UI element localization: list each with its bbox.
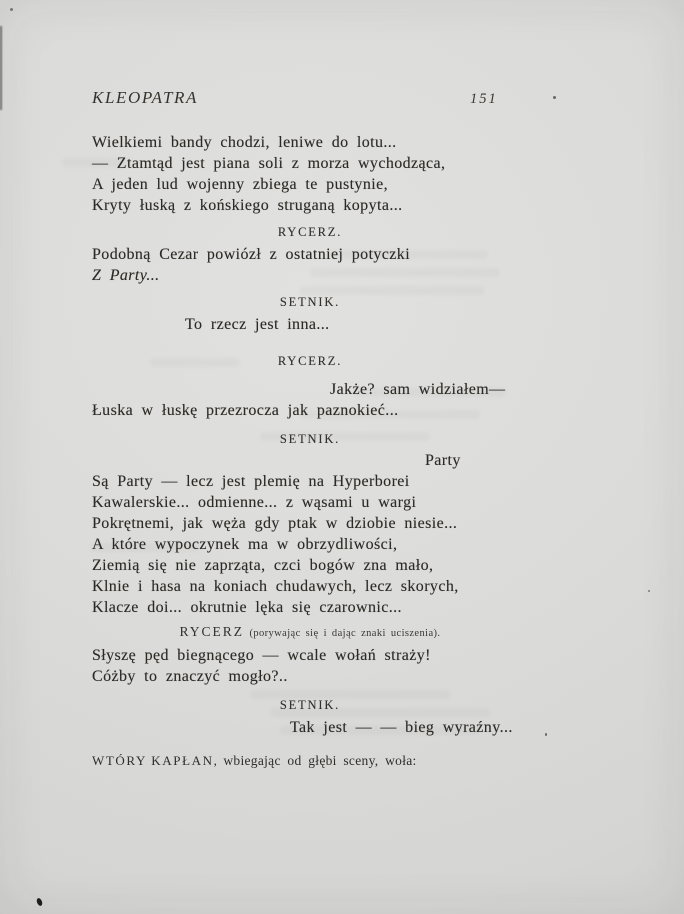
verse-line: Kawalerskie... odmienne... z wąsami u wargi bbox=[92, 494, 417, 511]
verse-line: A jeden lud wojenny zbiega te pustynie, bbox=[92, 176, 388, 193]
ink-speck bbox=[36, 897, 44, 906]
stage-direction-speaker: RYCERZ bbox=[179, 624, 250, 639]
text-block bbox=[92, 0, 528, 770]
speaker-heading-setnik: SETNIK. bbox=[279, 295, 341, 309]
verse-stanza bbox=[92, 244, 528, 286]
stage-direction-note: (porywając się i dając znaki uciszenia). bbox=[249, 628, 441, 639]
verse-line: Ziemią się nie zaprząta, czci bogów zna mało, bbox=[92, 557, 434, 574]
speaker-heading-setnik: SETNIK. bbox=[279, 698, 341, 712]
verse-line: Klnie i hasa na koniach chudawych, lecz skorych, bbox=[92, 578, 459, 595]
page-number: 151 bbox=[470, 91, 498, 107]
verse-line: Wielkiemi bandy chodzi, leniwe do lotu... bbox=[92, 134, 397, 151]
page-title: KLEOPATRA bbox=[92, 88, 199, 107]
verse-stanza bbox=[92, 645, 528, 687]
verse-line: Są Party — lecz jest plemię na Hyperborei bbox=[92, 473, 410, 490]
verse-line bbox=[92, 265, 528, 286]
verse-line: Cóżby to znaczyć mogło?.. bbox=[92, 668, 288, 685]
verse-line: Tak jest — — bieg wyraźny... bbox=[290, 719, 513, 736]
verse-line: A które wypoczynek ma w obrzydliwości, bbox=[92, 536, 398, 553]
verse-stanza bbox=[92, 132, 528, 216]
stage-direction bbox=[92, 623, 528, 641]
ink-speck bbox=[648, 590, 650, 592]
verse-fragment: ... bbox=[146, 267, 160, 284]
ink-speck bbox=[10, 8, 13, 11]
emphasized-word: Party bbox=[109, 267, 147, 284]
stage-direction-speaker: WTÓRY KAPŁAN, bbox=[92, 753, 224, 768]
verse-line: — Ztamtąd jest piana soli z morza wychodząca, bbox=[92, 155, 446, 172]
verse-line: Klacze doi... okrutnie lęka się czarownic... bbox=[92, 599, 402, 616]
ink-speck bbox=[553, 96, 556, 99]
stage-direction-note: wbiegając od głębi sceny, woła: bbox=[223, 753, 417, 768]
running-header bbox=[92, 88, 528, 110]
speaker-heading-rycerz: RYCERZ. bbox=[277, 225, 343, 239]
ink-speck bbox=[545, 733, 547, 736]
verse-line: Pokrętnemi, jak węża gdy ptak w dziobie niesie... bbox=[92, 515, 458, 532]
stage-direction bbox=[92, 752, 528, 770]
speaker-heading-rycerz: RYCERZ. bbox=[277, 354, 343, 368]
verse-line: Podobną Cezar powiózł z ostatniej potyczki bbox=[92, 246, 411, 263]
speaker-heading-setnik: SETNIK. bbox=[279, 432, 341, 446]
verse-line: Łuska w łuskę przezrocza jak paznokieć... bbox=[92, 402, 399, 419]
verse-line: Kryty łuską z końskiego struganą kopyta... bbox=[92, 197, 403, 214]
verse-stanza bbox=[92, 379, 528, 421]
verse-line: Jakże? sam widziałem— bbox=[330, 381, 506, 398]
verse-fragment: Z bbox=[92, 267, 110, 284]
verse-line: Party bbox=[425, 452, 461, 469]
verse-stanza bbox=[92, 471, 528, 618]
verse-line: To rzecz jest inna... bbox=[185, 316, 330, 333]
verse-line: Słyszę pęd biegnącego — wcale wołań straży! bbox=[92, 647, 431, 664]
scan-edge-artifact bbox=[0, 26, 2, 110]
